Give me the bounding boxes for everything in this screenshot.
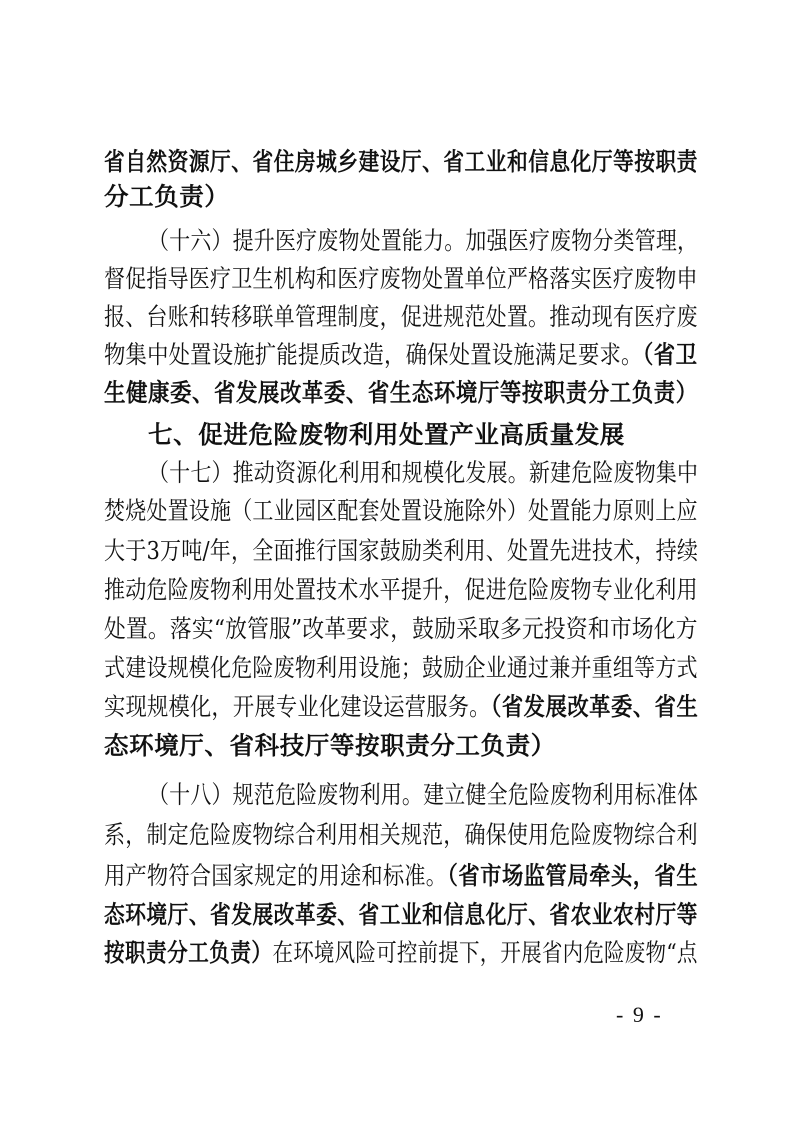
text-segment: 用产物符合国家规定的用途和标准。 [104,861,448,890]
text-segment: 系，制定危险废物综合利用相关规范，确保使用危险废物综合利 [104,820,698,849]
text-line [104,575,698,605]
text-line [104,653,698,683]
text-line [104,614,698,644]
text-line [104,861,698,891]
bold-segment: 态环境厅、省科技厅等按职责分工负责） [104,731,556,760]
text-line [104,302,698,332]
text-line [104,378,698,408]
text-line [104,496,698,526]
text-segment: 焚烧处置设施（工业园区配套处置设施除外）处置能力原则上应 [104,496,698,525]
bold-segment: （省发展改革委、省生 [490,692,699,721]
text-segment: 处置。落实“放管服”改革要求，鼓励采取多元投资和市场化方 [104,614,698,643]
text-segment: 在环境风险可控前提下，开展省内危险废物“点 [272,938,698,967]
text-line [104,938,698,968]
text-line [104,731,556,761]
bold-segment: 分工负责） [104,182,230,211]
text-line [104,182,230,212]
text-line [104,147,698,177]
bold-segment: 按职责分工负责） [104,938,273,967]
text-segment: 实现规模化，开展专业化建设运营服务。 [104,692,491,721]
bold-segment: 省自然资源厅、省住房城乡建设厅、省工业和信息化厅等按职责 [104,147,698,176]
text-line [148,226,698,256]
text-line [104,264,698,294]
text-segment: 报、台账和转移联单管理制度，促进规范处置。推动现有医疗废 [104,302,698,331]
text-segment: 督促指导医疗卫生机构和医疗废物处置单位严格落实医疗废物申 [104,264,698,293]
text-segment: 物集中处置设施扩能提质改造，确保处置设施满足要求。 [104,340,643,369]
page-number: - 9 - [616,1002,663,1027]
text-segment: 推动危险废物利用处置技术水平提升，促进危险废物专业化利用 [104,575,698,604]
text-line [104,692,698,722]
text-segment: 式建设规模化危险废物利用设施；鼓励企业通过兼并重组等方式 [104,653,698,682]
text-segment: 大于3万吨/年，全面推行国家鼓励类利用、处置先进技术，持续 [104,536,699,565]
bold-segment: （省市场监管局牵头，省生 [447,861,699,890]
text-line [104,820,698,850]
text-segment: （十六）提升医疗废物处置能力。加强医疗废物分类管理， [148,226,699,255]
text-line [148,780,698,810]
text-line [104,900,698,930]
bold-segment: （省卫 [642,340,698,369]
text-line [104,536,698,566]
text-line [148,458,698,488]
text-segment: （十七）推动资源化利用和规模化发展。新建危险废物集中 [148,458,699,487]
bold-segment: 生健康委、省发展改革委、省生态环境厅等按职责分工负责） [104,378,698,407]
bold-segment: 态环境厅、省发展改革委、省工业和信息化厅、省农业农村厅等 [104,900,698,929]
text-segment: （十八）规范危险废物利用。建立健全危险废物利用标准体 [148,780,699,809]
section-heading [148,420,625,450]
text-line [104,340,698,370]
heading-text: 七、促进危险废物利用处置产业高质量发展 [148,420,625,449]
